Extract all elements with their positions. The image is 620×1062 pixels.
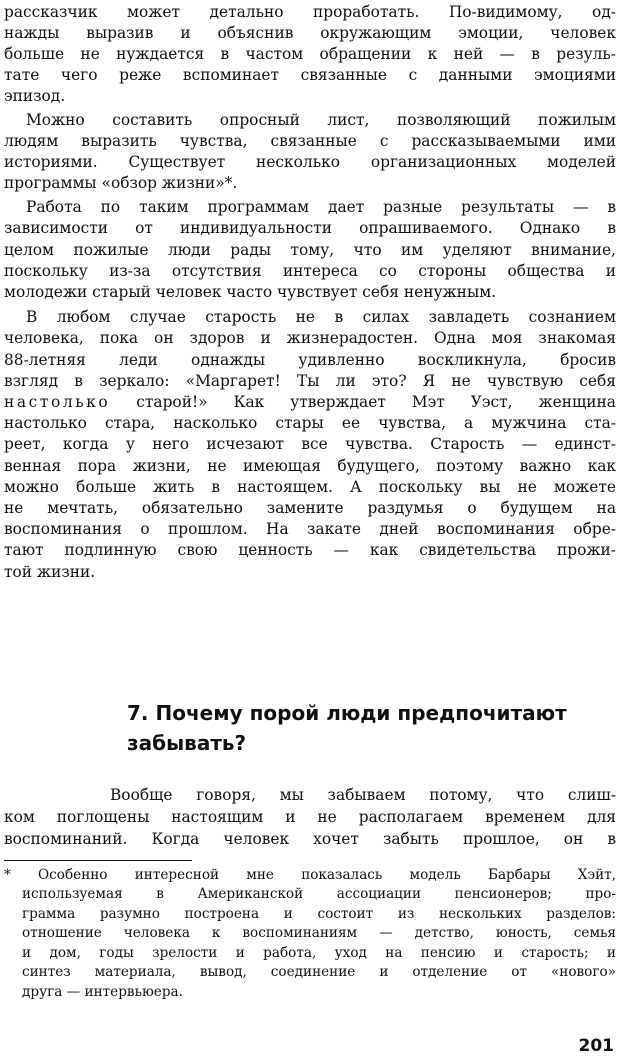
body-line: не мечтать, обязательно замените раздумья о будущем на [4, 499, 616, 517]
body-line: тают подлинную свою ценность — как свидетельства прожи- [4, 541, 616, 559]
body-line: эпизод. [4, 87, 66, 105]
body-line-with-emphasis [4, 392, 616, 413]
footnote-divider [4, 860, 192, 861]
body-line: Вообще говоря, мы забываем потому, что слиш- [110, 786, 616, 804]
body-line: Можно составить опросный лист, позволяющий пожилым [26, 111, 616, 129]
footnote-line: используемая в Американской ассоциации пенсионеров; про- [22, 886, 616, 902]
body-line: поскольку из-за отсутствия интереса со стороны общества и [4, 262, 616, 280]
body-line: программы «обзор жизни»*. [4, 174, 238, 192]
footnote-line: и дом, годы зрелости и работа, уход на пенсию и старость; и [22, 945, 616, 961]
emphasized-word: настолько [4, 393, 111, 411]
body-line: молодежи старый человек часто чувствует себя ненужным. [4, 283, 497, 301]
footnote-line: друга — интервьюера. [22, 984, 183, 1000]
body-line: историями. Существует несколько организационных моделей [4, 153, 616, 171]
body-line: Работа по таким программам дает разные результаты — в [26, 198, 616, 216]
line-rest: старой!» Как утверждает Мэт Уэст, женщина [110, 393, 616, 411]
body-line: реет, когда у него исчезают все чувства. Старость — единст- [4, 435, 616, 453]
body-line: рассказчик может детально проработать. По-видимому, од- [4, 3, 616, 21]
body-line: больше не нуждается в частом обращении к ней — в резуль- [4, 45, 616, 63]
footnote-line: синтез материала, вывод, соединение и отделение от «нового» [22, 964, 616, 980]
body-line: настолько стара, насколько стары ее чувства, а мужчина ста- [4, 414, 616, 432]
page-number: 201 [578, 1036, 614, 1056]
body-line: целом пожилые люди рады тому, что им уделяют внимание, [4, 241, 616, 259]
section-heading-line: 7. Почему порой люди предпочитают [127, 701, 567, 725]
body-line: людям выразить чувства, связанные с рассказываемыми ими [4, 132, 616, 150]
footnote-line: грамма разумно построена и состоит из нескольких разделов: [22, 906, 616, 922]
body-line: воспоминания о прошлом. На закате дней воспоминания обре- [4, 520, 616, 538]
body-line: 88-летняя леди однажды удивленно воскликнула, бросив [4, 351, 616, 369]
body-line: зависимости от индивидуальности опрашиваемого. Однако в [4, 219, 616, 237]
body-line: той жизни. [4, 563, 96, 581]
footnote-line: отношение человека к воспоминаниям — детство, юность, семья [22, 925, 616, 941]
body-line: воспоминаний. Когда человек хочет забыть прошлое, он в [4, 830, 616, 848]
body-line: можно больше жить в настоящем. А поскольку вы не можете [4, 478, 616, 496]
body-line: венная пора жизни, не имеющая будущего, поэтому важно как [4, 457, 616, 475]
body-line: тате чего реже вспоминает связанные с данными эмоциями [4, 66, 616, 84]
body-line: ком поглощены настоящим и не располагаем временем для [4, 808, 616, 826]
footnote-line: * Особенно интересной мне показалась модель Барбары Хэйт, [4, 867, 616, 883]
body-line: человека, пока он здоров и жизнерадостен. Одна моя знакомая [4, 329, 616, 347]
body-line: взгляд в зеркало: «Маргарет! Ты ли это? Я не чувствую себя [4, 372, 616, 390]
body-line: нажды выразив и объяснив окружающим эмоции, человек [4, 24, 616, 42]
body-line: В любом случае старость не в силах завладеть сознанием [26, 308, 616, 326]
section-heading-line: забывать? [127, 731, 247, 755]
